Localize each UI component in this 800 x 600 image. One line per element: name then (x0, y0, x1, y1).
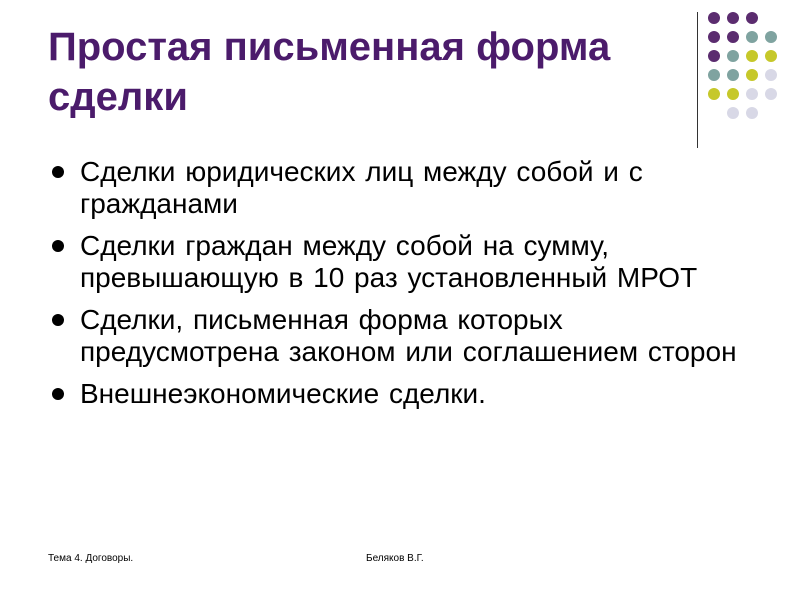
bullet-item (48, 156, 748, 220)
bullet-icon (52, 166, 64, 178)
decorative-dot (765, 50, 777, 62)
decorative-dot (708, 31, 720, 43)
decorative-dot (746, 50, 758, 62)
bullet-icon (52, 314, 64, 326)
bullet-text: Сделки, письменная форма которых предусмотрена законом или соглашением сторон (80, 304, 737, 367)
decorative-dot (708, 50, 720, 62)
decorative-dot (765, 31, 777, 43)
decorative-dot (746, 107, 758, 119)
decorative-dot (727, 88, 739, 100)
bullet-icon (52, 240, 64, 252)
decorative-dot (708, 69, 720, 81)
decorative-dot (746, 69, 758, 81)
bullet-item (48, 304, 748, 368)
bullet-text: Сделки граждан между собой на сумму, превышающую в 10 раз установленный МРОТ (80, 230, 698, 293)
decorative-dot (727, 107, 739, 119)
decorative-dot-grid (704, 8, 784, 138)
decorative-dot (746, 31, 758, 43)
bullet-list (48, 156, 748, 420)
title-divider (697, 12, 698, 148)
bullet-text: Внешнеэкономические сделки. (80, 378, 486, 409)
decorative-dot (746, 12, 758, 24)
decorative-dot (765, 88, 777, 100)
footer-topic: Тема 4. Договоры. (48, 553, 134, 564)
slide-title: Простая письменная форма сделки (48, 25, 611, 119)
bullet-icon (52, 388, 64, 400)
decorative-dot (727, 50, 739, 62)
decorative-dot (727, 31, 739, 43)
decorative-dot (727, 69, 739, 81)
decorative-dot (708, 88, 720, 100)
bullet-text: Сделки юридических лиц между собой и с гражданами (80, 156, 643, 219)
decorative-dot (746, 88, 758, 100)
decorative-dot (727, 12, 739, 24)
bullet-item (48, 230, 748, 294)
decorative-dot (765, 69, 777, 81)
bullet-item (48, 378, 748, 410)
footer-author: Беляков В.Г. (366, 553, 424, 564)
decorative-dot (708, 12, 720, 24)
